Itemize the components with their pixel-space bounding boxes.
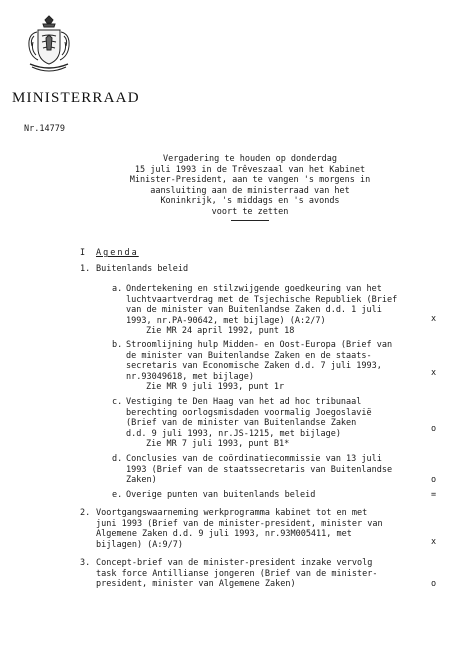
title-line: voort te zetten [211, 206, 289, 217]
meeting-title [100, 154, 400, 221]
item-letter: b. [112, 340, 123, 350]
item-mark: x [431, 368, 437, 378]
item-letter: a. [112, 284, 123, 294]
title-line: aansluiting aan de ministerraad van het [150, 185, 350, 196]
point-number: 3. [80, 558, 91, 568]
agenda-point-2 [96, 508, 383, 550]
title-line: Koninkrijk, 's middags en 's avonds [160, 196, 340, 206]
title-divider [231, 220, 269, 221]
item-mark: x [431, 314, 437, 324]
item-line: Stroomlijning hulp Midden- en Oost-Europa (Brief van [126, 340, 393, 350]
coat-of-arms-icon [24, 14, 74, 78]
agenda-heading: Agenda [96, 248, 139, 258]
section-number: 1. [80, 264, 91, 274]
agenda-item-a [126, 284, 397, 337]
agenda-point-3 [96, 558, 377, 590]
organization-name: MINISTERRAAD [12, 90, 140, 106]
item-line: Zaken) [126, 475, 157, 485]
item-line: Vestiging te Den Haag van het ad hoc tribunaal [126, 397, 362, 407]
title-line: Vergadering te houden op donderdag [163, 154, 337, 164]
point-line: Voortgangswaarneming werkprogramma kabinet tot en met [96, 508, 368, 518]
item-letter: c. [112, 397, 123, 407]
item-line: secretaris van Economische Zaken d.d. 7 juli 1993, [126, 361, 382, 371]
item-letter: e. [112, 490, 123, 500]
agenda-item-d [126, 454, 392, 486]
item-reference: Zie MR 24 april 1992, punt 18 [146, 326, 295, 336]
section-label: Buitenlands beleid [96, 264, 189, 274]
point-line: juni 1993 (Brief van de minister-president, minister van [96, 518, 383, 529]
item-mark: = [431, 490, 437, 500]
point-mark: x [431, 537, 437, 547]
document-number: Nr.14779 [24, 124, 65, 134]
point-mark: o [431, 579, 437, 589]
item-line: d.d. 9 juli 1993, nr.JS-1215, met bijlage) [126, 428, 341, 439]
item-line: de minister van Buitenlandse Zaken en de staats- [126, 350, 372, 361]
item-mark: o [431, 424, 437, 434]
agenda-item-e [126, 490, 315, 501]
title-line: Minister-President, aan te vangen 's morgens in [129, 175, 371, 185]
point-line: task force Antillianse jongeren (Brief van de minister- [96, 568, 378, 579]
item-letter: d. [112, 454, 123, 464]
point-line: president, minister van Algemene Zaken) [96, 579, 296, 589]
item-line: (Brief van de minister van Buitenlandse Zaken [126, 418, 357, 428]
item-line: 1993, nr.PA-90642, met bijlage) (A:2/7) [126, 315, 326, 326]
agenda-item-c [126, 397, 372, 450]
item-mark: o [431, 475, 437, 485]
item-line: luchtvaartverdrag met de Tsjechische Republiek (Brief [126, 294, 398, 305]
title-line: 15 juli 1993 in de Trêveszaal van het Kabinet [134, 164, 366, 175]
item-line: nr.93049618, met bijlage) [126, 371, 254, 382]
item-line: Ondertekening en stilzwijgende goedkeuring van het [126, 284, 382, 294]
item-reference: Zie MR 9 juli 1993, punt 1r [146, 382, 285, 392]
item-line: berechting oorlogsmisdaden voormalig Joegoslavië [126, 407, 372, 418]
item-line: van de minister van Buitenlandse Zaken d.d. 1 juli [126, 305, 382, 315]
point-line: Algemene Zaken d.d. 9 juli 1993, nr.93M005411, met [96, 529, 352, 539]
agenda-item-b [126, 340, 392, 393]
item-line: 1993 (Brief van de staatssecretaris van Buitenlandse [126, 464, 393, 475]
point-line: Concept-brief van de minister-president inzake vervolg [96, 558, 373, 568]
point-line: bijlagen) (A:9/7) [96, 539, 183, 550]
point-number: 2. [80, 508, 91, 518]
item-line: Overige punten van buitenlands beleid [126, 490, 316, 500]
item-line: Conclusies van de coördinatiecommissie van 13 juli [126, 454, 382, 464]
agenda-roman-numeral: I [80, 248, 86, 258]
item-reference: Zie MR 7 juli 1993, punt B1* [146, 439, 290, 449]
